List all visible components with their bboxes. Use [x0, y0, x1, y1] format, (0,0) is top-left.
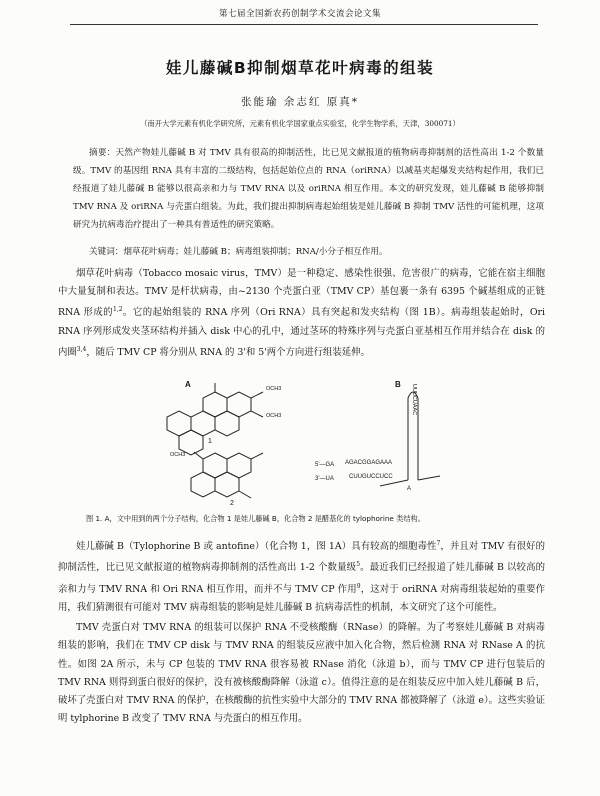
rna-strand-2: CUUGUCCUCC — [349, 474, 393, 480]
sec2-text-4: ，这对于 oriRNA 对病毒组装起始的重要作用，我们猜测很有可能对 TMV 病毒组装的影响是娃儿藤碱 B 抗病毒活性的机制，本文研究了这个可能性。 — [58, 583, 545, 613]
rna-3prime-label: 3'—UA — [315, 476, 334, 482]
authors: 张能瑜 余志红 原真* — [241, 96, 359, 108]
intro-text-1: 烟草花叶病毒（Tobacco mosaic virus，TMV）是一种稳定、感染性很强、危害很广的病毒，它能在宿主细胞中大量复制和表达。TMV 是杆状病毒，由~2130 个壳蛋白亚（TMV CP）基包裹一条有 6395 个碱基组成的正链 RNA 形成的 — [58, 268, 545, 319]
compound-2-structure — [191, 452, 263, 498]
och3-label: OCH3 — [266, 386, 282, 392]
rna-sequence-block — [315, 384, 515, 504]
intro-section — [58, 265, 545, 362]
compound-1-structure — [167, 383, 263, 455]
citation: 3,4 — [76, 345, 87, 353]
sec2-text-1: 娃儿藤碱 B（Tylophorine B 或 antofine）（化合物 1，图 1A）具有较高的细胞毒性 — [76, 541, 437, 553]
och3-label: OCH3 — [170, 452, 186, 458]
sec2-text-2: ，并且对 TMV 有很好的抑制活性，比已见文献报道的植物病毒抑制剂的活性高出 1-2 个数量级 — [58, 541, 545, 574]
citation: 1,2 — [113, 306, 123, 314]
figure-caption: 图 1. A，文中用到的两个分子结构，化合物 1 是娃儿藤碱 B，化合物 2 是醋基化的 tylophorine 类结构。 — [86, 514, 425, 523]
intro-text-2: 。它的起始组装的 RNA 序列（Ori RNA）具有突起和发夹结构（图 1B）。病毒组装起始时，Ori RNA 序列形成发夹茎环结构并插入 disk 中心的孔中，通过茎环的特殊序列与壳蛋白亚基相互作用并结合在 disk 的内圈 — [58, 307, 545, 359]
intro-paragraph — [58, 265, 545, 362]
results-paragraph-2: TMV 壳蛋白对 TMV RNA 的组装可以保护 RNA 不受核酸酶（RNase）的降解。为了考察娃儿藤碱 B 对病毒组装的影响，我们在 TMV CP disk 与 TMV RNA 的组装反应液中加入化合物，然后检测 RNA 对 RNase A 的抗性。如图 2A 所示，未与 CP 包装的 TMV RNA 很容易被 RNase 消化（泳道 b），而与 TMV CP 进行包装后的 TMV RNA 则得到蛋白很好的保护，没有被核酸酶降解（泳道 c）。值得注意的是在组装反应中加入娃儿藤碱 B 后，破坏了壳蛋白对 TMV RNA 的保护，在核酸酶的抗性实验中大部分的 TMV RNA 都被降解了（泳道 e）。这些实验证明 tylphorine B 改变了 TMV RNA 与壳蛋白的相互作用。 — [58, 622, 545, 725]
intro-text-3: ，随后 TMV CP 将分别从 RNA 的 3'和 5'两个方向进行组装延伸。 — [86, 347, 370, 359]
figure-label-b: B — [395, 380, 401, 389]
citation: 7 — [436, 540, 441, 547]
och3-label: OCH3 — [266, 413, 282, 419]
abstract-text: 摘要：天然产物娃儿藤碱 B 对 TMV 具有很高的抑制活性，比已见文献报道的植物病毒抑制剂的活性高出 1-2 个数量级。TMV 的基因组 RNA 具有丰富的二级结构，包括起始位点的 RNA（oriRNA）以减基夹起爆发夹结构起作用，我们已经报道了娃儿藤碱 B 能够以很高亲和力与 TMV RNA 以及 oriRNA 相互作用。本文的研究发现，娃儿藤碱 B 能够抑制 TMV RNA 及 oriRNA 与壳蛋白组装。为此，我们提出抑制病毒起始组装是娃儿藤碱 B 抑制 TMV 活性的可能机理，这项研究为抗病毒治疗提出了一种具有普适性的研究策略。 — [73, 148, 544, 231]
rna-loop-sequence: UUUCUAAC — [411, 384, 417, 416]
citation: 9 — [356, 582, 361, 590]
rna-5prime-label: 5'—GA — [315, 462, 335, 468]
affiliation: （南开大学元素有机化学研究所，元素有机化学国家重点实验室，化学生物学系，天津，300071） — [140, 119, 460, 128]
rna-strand-1: AGACGGAGAAA — [345, 460, 393, 466]
results-section — [58, 535, 545, 728]
abstract — [73, 144, 544, 234]
results-paragraph-1 — [58, 535, 545, 617]
running-head: 第七届全国新农药创制学术交流会论文集 — [218, 9, 381, 19]
header-rule — [70, 24, 538, 25]
keywords: 关键词：烟草花叶病毒；娃儿藤碱 B；病毒组装抑制；RNA/小分子相互作用。 — [89, 247, 388, 257]
sec2-text-3: 。最近我们已经报道了娃儿藤碱 B 以较高的亲和力与 TMV RNA 和 Ori RNA 相互作用，而并不与 TMV CP 作用 — [58, 562, 545, 595]
rna-end: A — [407, 486, 412, 492]
compound-2-number: 2 — [230, 500, 234, 507]
figure-1 — [140, 380, 520, 510]
figure-label-a: A — [185, 380, 191, 389]
paper-title: 娃儿藤碱B抑制烟草花叶病毒的组装 — [165, 59, 435, 77]
citation: 5 — [356, 561, 361, 569]
compound-1-number: 1 — [208, 438, 212, 445]
